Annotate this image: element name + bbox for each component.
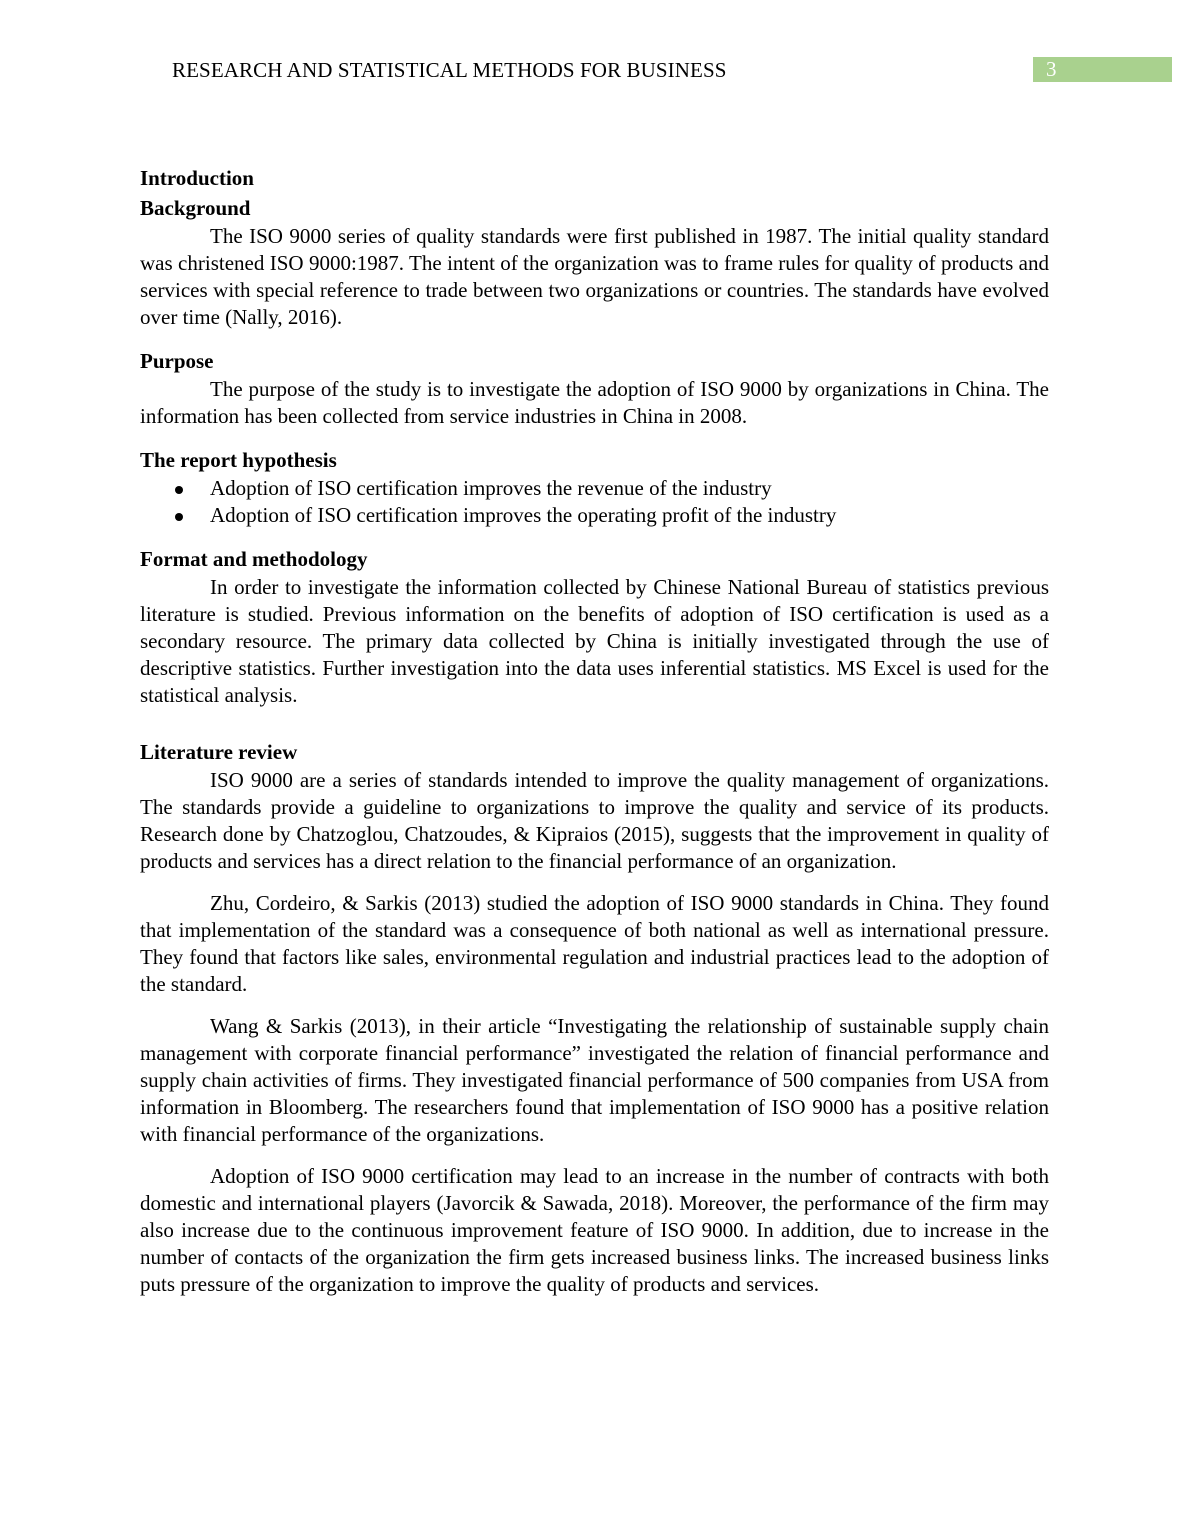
hypothesis-heading: The report hypothesis: [140, 448, 337, 472]
hypothesis-item-text: Adoption of ISO certification improves the operating profit of the industry: [210, 503, 837, 527]
list-item: [140, 475, 1049, 502]
hypothesis-list: [140, 475, 1049, 529]
page-number-badge: [1033, 57, 1172, 82]
document-body: [140, 163, 1049, 1298]
background-paragraph: The ISO 9000 series of quality standards were first published in 1987. The initial quality standard was christened ISO 9000:1987. The intent of the organization was to frame rules for quality of products and services with special reference to trade between two organizations or countries. The standards have evolved over time (Nally, 2016).: [140, 224, 1049, 329]
hypothesis-item-text: Adoption of ISO certification improves the revenue of the industry: [210, 476, 772, 500]
purpose-paragraph: The purpose of the study is to investigate the adoption of ISO 9000 by organizations in China. The information has been collected from service industries in China in 2008.: [140, 377, 1049, 428]
format-heading: Format and methodology: [140, 547, 368, 571]
literature-paragraph: ISO 9000 are a series of standards intended to improve the quality management of organizations. The standards provide a guideline to organizations to improve the quality and service of its products. Research done by Chatzoglou, Chatzoudes, & Kipraios (2015), suggests that the improvement in quality of products and services has a direct relation to the financial performance of an organization.: [140, 768, 1049, 873]
purpose-heading: Purpose: [140, 349, 214, 373]
hypothesis-section: [140, 445, 1049, 529]
format-section: [140, 544, 1049, 709]
bullet-icon: [175, 513, 183, 521]
page-number: 3: [1046, 57, 1057, 81]
background-heading: Background: [140, 196, 251, 220]
literature-paragraph: Adoption of ISO 9000 certification may lead to an increase in the number of contracts with both domestic and international players (Javorcik & Sawada, 2018). Moreover, the performance of the firm may also increase due to the continuous improvement feature of ISO 9000. In addition, due to increase in the number of contacts of the organization the firm gets increased business links. The increased business links puts pressure of the organization to improve the quality of products and services.: [140, 1164, 1049, 1296]
literature-section: [140, 737, 1049, 1298]
background-section: [140, 193, 1049, 331]
introduction-heading: Introduction: [140, 166, 254, 190]
running-head-title: RESEARCH AND STATISTICAL METHODS FOR BUSINESS: [172, 58, 727, 82]
list-item: [140, 502, 1049, 529]
literature-paragraph: Zhu, Cordeiro, & Sarkis (2013) studied the adoption of ISO 9000 standards in China. They found that implementation of the standard was a consequence of both national as well as international pressure. They found that factors like sales, environmental regulation and industrial practices lead to the adoption of the standard.: [140, 891, 1049, 996]
bullet-icon: [175, 486, 183, 494]
format-paragraph: In order to investigate the information collected by Chinese National Bureau of statistics previous literature is studied. Previous information on the benefits of adoption of ISO certification is used as a secondary resource. The primary data collected by China is initially investigated through the use of descriptive statistics. Further investigation into the data uses inferential statistics. MS Excel is used for the statistical analysis.: [140, 575, 1049, 707]
literature-heading: Literature review: [140, 740, 298, 764]
literature-paragraph: Wang & Sarkis (2013), in their article “Investigating the relationship of sustainable supply chain management with corporate financial performance” investigated the relation of financial performance and supply chain activities of firms. They investigated financial performance of 500 companies from USA from information in Bloomberg. The researchers found that implementation of ISO 9000 has a positive relation with financial performance of the organizations.: [140, 1014, 1049, 1146]
purpose-section: [140, 346, 1049, 430]
